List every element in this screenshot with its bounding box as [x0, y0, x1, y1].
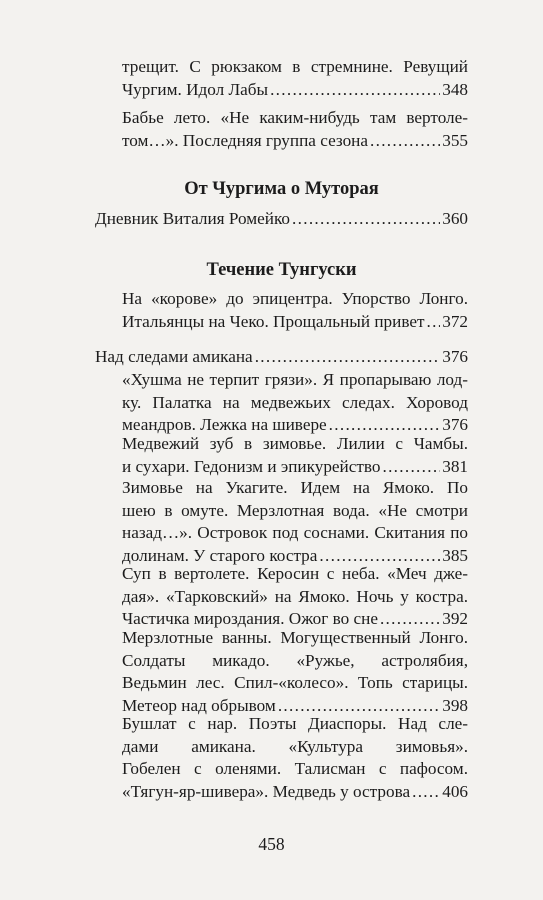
entry-page-number: 392: [442, 609, 468, 628]
entry-line: Частичка мироздания. Ожог во сне: [122, 609, 378, 628]
entry-line: Ведьмин лес. Спил-«колесо». Топь старицы.: [122, 673, 468, 692]
entry-line: Метеор над обрывом: [122, 695, 276, 715]
entry-page-number: 406: [442, 781, 468, 801]
toc-entry: [122, 477, 468, 567]
entry-page-number: 372: [442, 311, 468, 331]
entry-line: дами амикана. «Культура зимовья».: [122, 736, 468, 756]
toc-entry: [122, 107, 468, 152]
entry-line: Медвежий зуб в зимовье. Лилии с Чамбы.: [122, 434, 468, 453]
entry-line: «Хушма не терпит грязи». Я пропарываю лод-: [122, 370, 468, 389]
dot-leader: [370, 130, 440, 153]
page-number: 458: [258, 834, 285, 854]
entry-line: Суп в вертолете. Керосин с неба. «Меч дже-: [122, 564, 468, 583]
dot-leader: [382, 456, 440, 479]
entry-line: На «корове» до эпицентра. Упорство Лонго.: [122, 289, 468, 308]
entry-line: назад…». Островок под соснами. Скитания по: [122, 523, 468, 542]
entry-line: том…». Последняя группа сезона: [122, 130, 369, 150]
dot-leader: [426, 311, 440, 334]
entry-line: Чургим. Идол Лабы: [122, 79, 269, 99]
toc-entry: [122, 433, 468, 478]
entry-line: Итальянцы на Чеко. Прощальный привет: [122, 311, 425, 331]
entry-line: Солдаты микадо. «Ружье, астролябия,: [122, 650, 468, 670]
entry-page-number: 355: [442, 130, 468, 150]
entry-line: Зимовье на Укагите. Идем на Ямоко. По: [122, 478, 468, 497]
entry-line: долинам. У старого костра: [122, 545, 318, 565]
dot-leader: [292, 208, 440, 231]
entry-page-number: 385: [442, 545, 468, 565]
entry-line: ку. Палатка на медвежьих следах. Хоровод: [122, 392, 468, 412]
dot-leader: [412, 781, 440, 804]
entry-line: Бушлат с нар. Поэты Диаспоры. Над сле-: [122, 714, 468, 733]
entry-page-number: 348: [442, 79, 468, 99]
entry-page-number: 398: [442, 695, 468, 715]
toc-entry: [122, 563, 468, 631]
entry-page-number: 360: [442, 209, 468, 228]
entry-line: шею в омуте. Мерзлотная вода. «Не смотри: [122, 500, 468, 520]
entry-page-number: 381: [442, 456, 468, 476]
section-heading: Течение Тунгуски: [206, 260, 357, 280]
entry-line: трещит. С рюкзаком в стремнине. Ревущий: [122, 57, 468, 76]
entry-line: меандров. Лежка на шивере: [122, 415, 327, 434]
entry-line: Дневник Виталия Ромейко: [95, 209, 291, 228]
toc-entry: [122, 627, 468, 717]
section-heading: От Чургима о Муторая: [184, 179, 379, 199]
dot-leader: [255, 346, 441, 369]
entry-line: и сухари. Гедонизм и эпикурейство: [122, 456, 381, 476]
entry-page-number: 376: [442, 347, 468, 366]
toc-entry: [122, 369, 468, 437]
toc-entry: [122, 713, 468, 803]
entry-line: Над следами амикана: [95, 347, 253, 366]
dot-leader: [270, 79, 440, 102]
toc-entry: [95, 208, 468, 231]
toc-entry: [122, 288, 468, 333]
toc-entry: [122, 56, 468, 101]
entry-line: Мерзлотные ванны. Могущественный Лонго.: [122, 628, 468, 647]
entry-line: Бабье лето. «Не каким-нибудь там вертоле-: [122, 108, 468, 127]
entry-page-number: 376: [442, 415, 468, 434]
entry-line: дая». «Тарковский» на Ямоко. Ночь у костра.: [122, 586, 468, 606]
toc-entry: [95, 346, 468, 369]
entry-line: «Тягун-яр-шивера». Медведь у острова: [122, 781, 411, 801]
entry-line: Гобелен с оленями. Талисман с пафосом.: [122, 759, 468, 778]
